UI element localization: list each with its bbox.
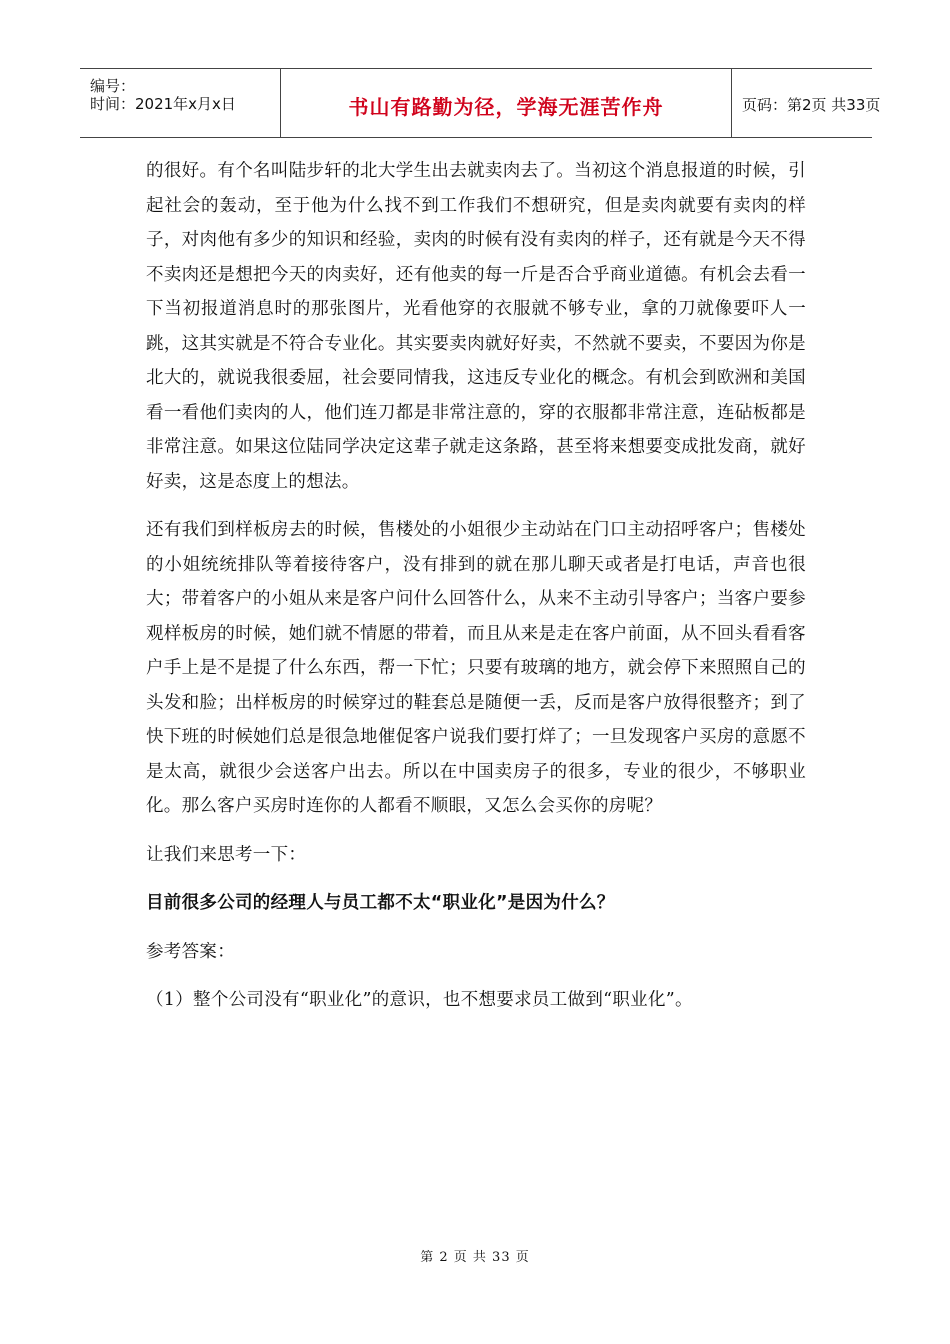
page-header: [80, 68, 881, 138]
header-info-cell: [80, 69, 280, 137]
header-page-number: 页码：第2页 共33页: [742, 96, 881, 114]
document-body: [146, 154, 806, 1018]
paragraph-butcher: 的很好。有个名叫陆步轩的北大学生出去就卖肉去了。当初这个消息报道的时候，引起社会的轰动，至于他为什么找不到工作我们不想研究，但是卖肉就要有卖肉的样子，对肉他有多少的知识和经验，卖肉的时候有没有卖肉的样子，还有就是今天不得不卖肉还是想把今天的肉卖好，还有他卖的每一斤是否合乎商业道德。有机会去看一下当初报道消息时的那张图片，光看他穿的衣服就不够专业，拿的刀就像要吓人一跳，这其实就是不符合专业化。其实要卖肉就好好卖，不然就不要卖，不要因为你是北大的，就说我很委屈，社会要同情我，这违反专业化的概念。有机会到欧洲和美国看一看他们卖肉的人，他们连刀都是非常注意的，穿的衣服都非常注意，连砧板都是非常注意。如果这位陆同学决定这辈子就走这条路，甚至将来想要变成批发商，就好好卖，这是态度上的想法。: [146, 161, 806, 492]
paragraph-sales-office: 还有我们到样板房去的时候，售楼处的小姐很少主动站在门口主动招呼客户；售楼处的小姐统统排队等着接待客户，没有排到的就在那儿聊天或者是打电话，声音也很大；带着客户的小姐从来是客户问什么回答什么，从来不主动引导客户；当客户要参观样板房的时候，她们就不情愿的带着，而且从来是走在客户前面，从不回头看看客户手上是不是提了什么东西，帮一下忙；只要有玻璃的地方，就会停下来照照自己的头发和脸；出样板房的时候穿过的鞋套总是随便一丢，反而是客户放得很整齐；到了快下班的时候她们总是很急地催促客户说我们要打烊了；一旦发现客户买房的意愿不是太高，就很少会送客户出去。所以在中国卖房子的很多，专业的很少，不够职业化。那么客户买房时连你的人都看不顺眼，又怎么会买你的房呢？: [146, 520, 806, 816]
question-heading: 目前很多公司的经理人与员工都不太“职业化”是因为什么？: [146, 893, 615, 913]
document-number-label: 编号：: [90, 77, 136, 95]
document-date-label: 时间：2021年x月x日: [90, 95, 236, 113]
paragraph-think: 让我们来思考一下：: [146, 844, 307, 865]
header-motto-cell: [280, 69, 732, 137]
answer-label: 参考答案：: [146, 941, 235, 962]
header-page-cell: [732, 69, 881, 137]
page-footer: 第 2 页 共 33 页: [420, 1250, 530, 1265]
answer-item-1: （1）整个公司没有“职业化”的意识，也不想要求员工做到“职业化”。: [146, 990, 693, 1010]
header-motto: 书山有路勤为径，学海无涯苦作舟: [348, 95, 664, 119]
